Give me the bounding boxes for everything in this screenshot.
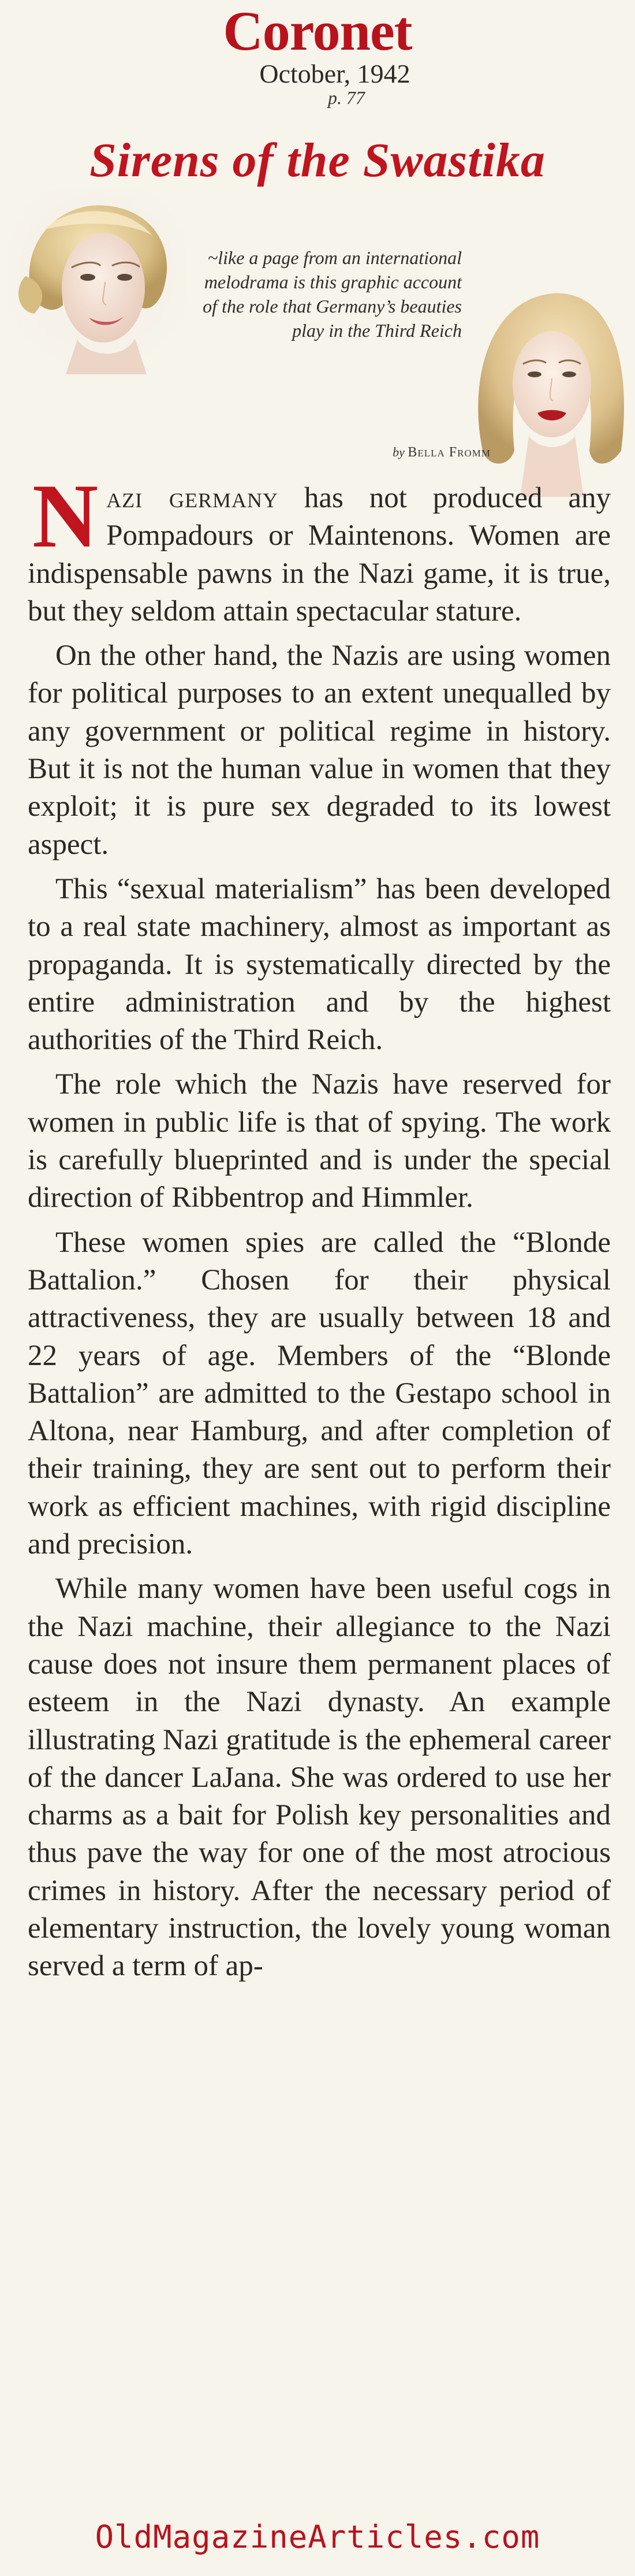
byline	[323, 445, 491, 460]
issue-date: October, 1942	[259, 59, 410, 88]
masthead	[0, 0, 635, 108]
paragraph-1-text: has not produced any Pompadours or Maintenons. Women are indispensable pawns in the Nazi game, it is true, but they seldom attain spectacular stature.	[28, 482, 611, 627]
footer-url: OldMagazineArticles.com	[95, 2519, 540, 2555]
article-dek: ~like a page from an international melodrama is this graphic account of the role that Germany’s beauties play in the Third Reich	[203, 247, 462, 341]
paragraph-4: The role which the Nazis have reserved for women in public life is that of spying. The work is carefully blueprinted and is under the special direction of Ribbentrop and Himmler.	[28, 1068, 611, 1214]
paragraph-5: These women spies are called the “Blonde Battalion.” Chosen for their physical attractiveness, they are usually between 18 and 22 years of age. Members of the “Blonde Battalion” are admitted to the Gestapo school in Altona, near Hamburg, and after completion of their training, they are sent out to perform their work as efficient machines, with rigid discipline and precision.	[28, 1226, 611, 1561]
article-body	[28, 466, 611, 1993]
drop-cap: N	[32, 466, 99, 567]
portrait-left-image	[8, 189, 187, 374]
portrait-right-image	[465, 277, 633, 497]
byline-author: Bella Fromm	[408, 445, 491, 460]
paragraph-3: This “sexual materialism” has been developed to a real state machinery, almost as important as propaganda. It is systematically directed by the entire administration and by the highest authorities of the Third Reich.	[28, 872, 611, 1057]
byline-prefix: by	[393, 445, 405, 459]
paragraph-6: While many women have been useful cogs in the Nazi machine, their allegiance to the Nazi cause does not insure them permanent places of esteem in the Nazi dynasty. An example illustrating Nazi gratitude is the ephemeral career of the dancer LaJana. She was ordered to use her charms as a bait for Polish key personalities and thus pave the way for one of the most atrocious crimes in history. After the necessary period of elementary instruction, the lovely young woman served a term of ap-	[28, 1573, 611, 1983]
magazine-name: Coronet	[223, 0, 412, 62]
article-headline: Sirens of the Swastika	[89, 133, 546, 187]
lead-in-smallcaps: azi germany	[106, 482, 278, 514]
page-reference: p. 77	[328, 87, 365, 108]
paragraph-2: On the other hand, the Nazis are using women for political purposes to an extent unequalled by any government or political regime in history. But it is not the human value in women that they exploit; it is pure sex degraded to its lowest aspect.	[28, 640, 611, 861]
paragraph-1	[28, 466, 611, 630]
